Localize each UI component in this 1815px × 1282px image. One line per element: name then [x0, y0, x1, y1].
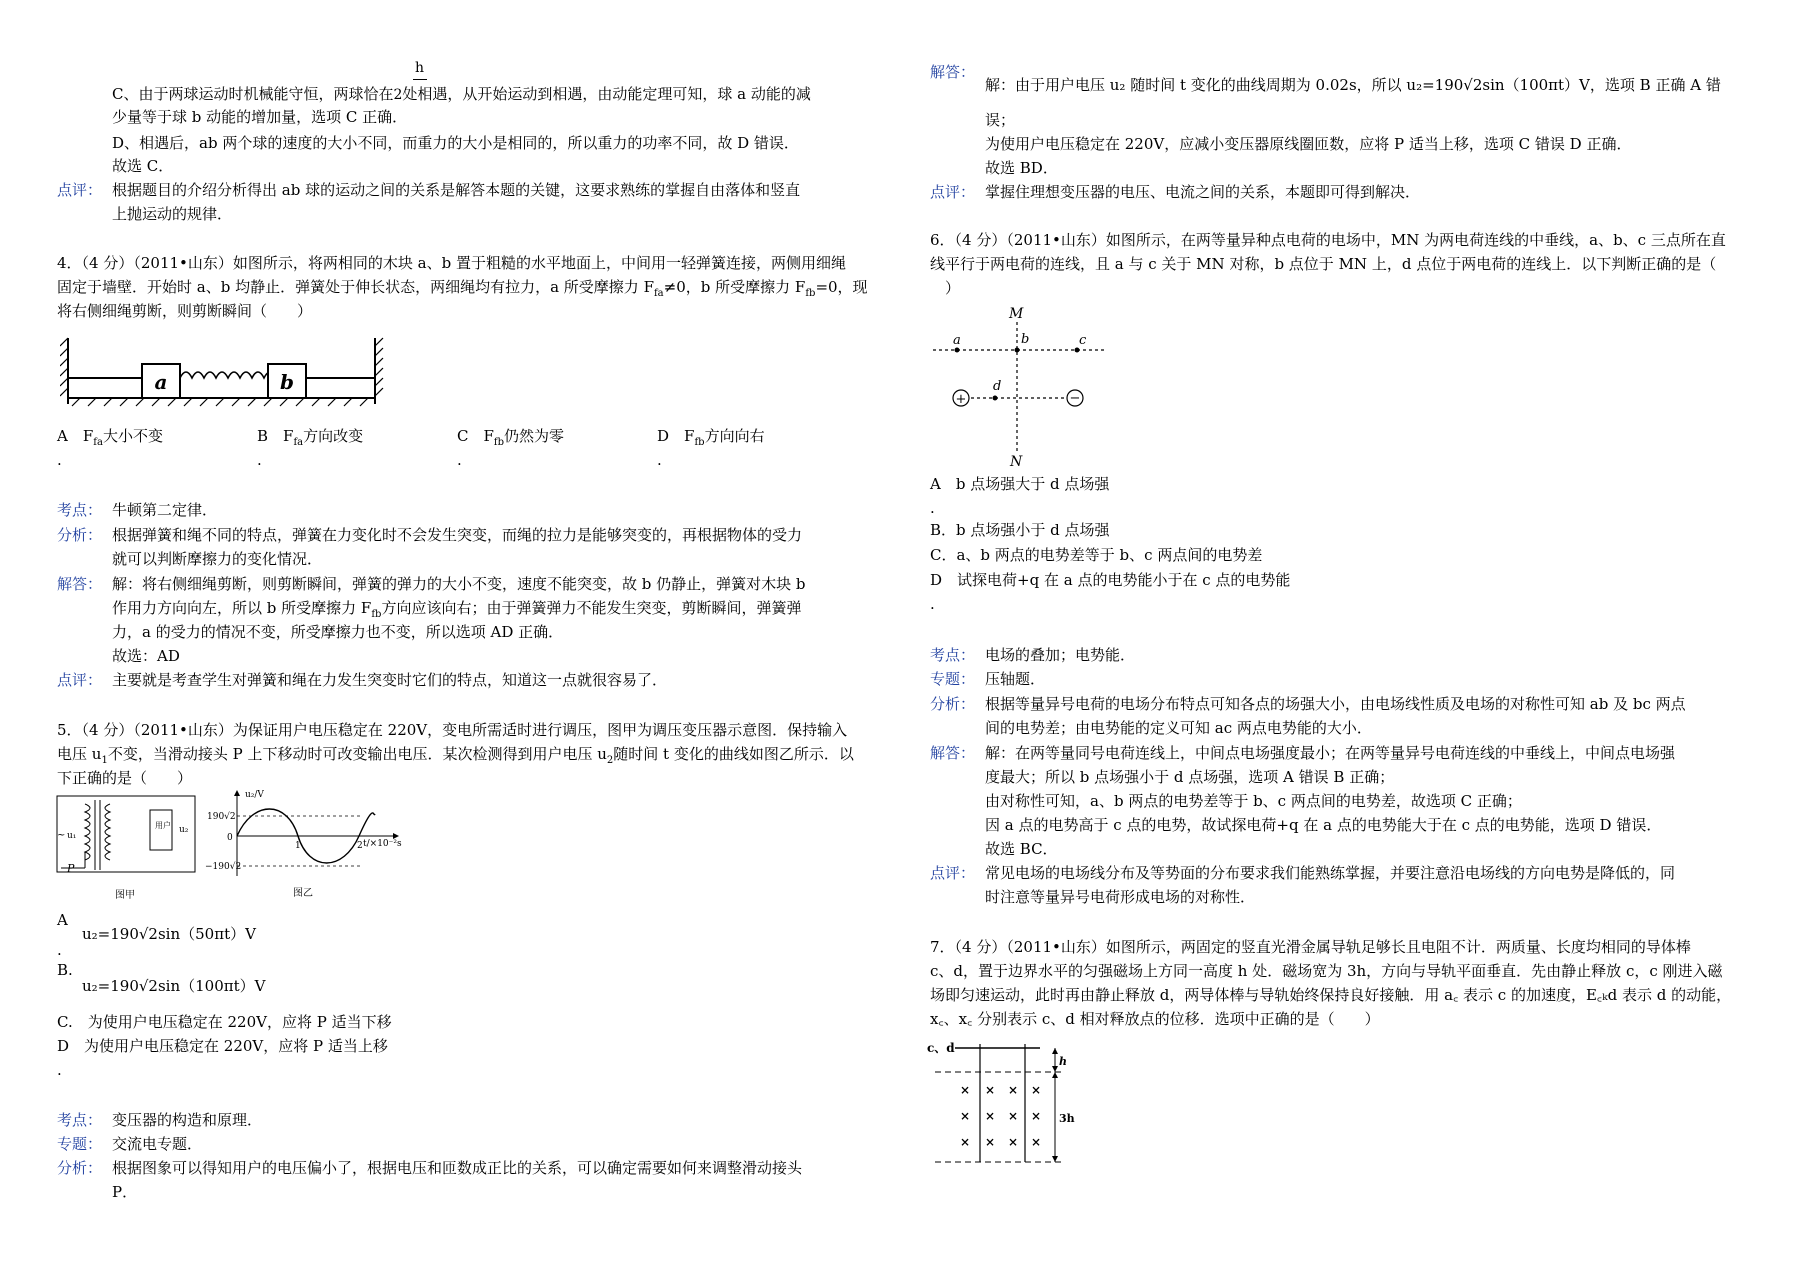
q6-charges-figure — [925, 300, 1115, 468]
q5-analysis-line1: 根据图象可以得知用户的电压偏小了，根据电压和匝数成正比的关系，可以确定需要如何来调整滑动接头 — [112, 1159, 803, 1177]
q4-solution-line1: 解：将右侧细绳剪断，则剪断瞬间，弹簧的弹力的大小不变，速度不能突变，故 b 仍静止，弹簧对木块 b — [112, 575, 806, 593]
svg-text:~: ~ — [57, 830, 66, 841]
q4-stem-line3: 将右侧细绳剪断，则剪断瞬间（ ） — [57, 302, 313, 320]
svg-text:×: × — [960, 1083, 971, 1097]
q6-comment-line2: 时注意等量异号电荷形成电场的对称性． — [985, 888, 1256, 906]
q4-option-a: A $F_{fa}$大小不变 — [57, 427, 163, 448]
label-h: h — [1059, 1055, 1067, 1068]
svg-text:×: × — [985, 1109, 996, 1123]
svg-text:1: 1 — [295, 841, 301, 851]
q6-solution-line4: 因 a 点的电势高于 c 点的电势，故试探电荷+q 在 a 点的电势能大于在 c 点的电势能，选项 D 错误． — [985, 816, 1662, 834]
q5-option-a-dot: . — [57, 941, 62, 959]
q5-solution-label: 解答： — [930, 63, 976, 81]
q5-solution-line2: 误； — [985, 111, 1016, 129]
fraction-bar — [413, 79, 427, 80]
q7-stem-line2: c、d，置于边界水平的匀强磁场上方同一高度 h 处．磁场宽为 3h，方向与导轨平面垂直．先由静止释放 c，c 刚进入磁 — [930, 962, 1723, 980]
q5-option-d-dot: . — [57, 1061, 62, 1079]
user-label: 用户 — [155, 821, 171, 830]
q6-option-d-dot: . — [930, 595, 935, 613]
q5-topic-label: 考点： — [57, 1111, 103, 1129]
svg-text:×: × — [1008, 1135, 1019, 1149]
q5-stem-line1: 5．（4 分）（2011•山东）为保证用户电压稳定在 220V，变电所需适时进行调压，图甲为调压变压器示意图．保持输入 — [57, 721, 848, 739]
q4-solution-line2: 作用力方向向左，所以 b 所受摩擦力 $F_{fb}$方向应该向右；由于弹簧弹力不能发生突变，剪断瞬间，弹簧弹 — [112, 599, 802, 620]
fraction-numerator: h — [415, 60, 425, 76]
q6-stem-line3: ） — [945, 279, 961, 297]
q5-transformer-figure — [55, 790, 200, 905]
q6-solution-line3: 由对称性可知，a、b 两点的电势差等于 b、c 两点间的电势差，故选项 C 正确； — [985, 792, 1522, 810]
q4-topic: 牛顿第二定律． — [112, 501, 218, 519]
q6-solution-line1: 解：在两等量同号电荷连线上，中间点电场强度最小；在两等量异号电荷连线的中垂线上，中间点电场强 — [985, 744, 1676, 762]
label-b: b — [1021, 332, 1030, 347]
svg-text:×: × — [985, 1135, 996, 1149]
svg-text:u₂/V: u₂/V — [245, 790, 264, 800]
label-d: d — [993, 379, 1002, 394]
q7-stem-line4: x꜀、x꜀ 分别表示 c、d 相对释放点的位移．选项中正确的是（ ） — [930, 1010, 1380, 1028]
q7-stem-line1: 7．（4 分）（2011•山东）如图所示，两固定的竖直光滑金属导轨足够长且电阻不计．两质量、长度均相同的导体棒 — [930, 938, 1691, 956]
q4-option-b: B $F_{fa}$方向改变 — [257, 427, 364, 448]
svg-text:0: 0 — [227, 833, 233, 843]
q3-option-d: D、相遇后，ab 两个球的速度的大小不同，而重力的大小是相同的，所以重力的功率不同，故 D 错误． — [112, 134, 799, 152]
q6-category: 压轴题． — [985, 670, 1046, 688]
q5-solution-line1: 解：由于用户电压 u₂ 随时间 t 变化的曲线周期为 0.02s，所以 u₂=190√2sin（100πt）V，选项 B 正确 A 错 — [985, 76, 1721, 94]
q6-solution-line5: 故选 BC． — [985, 840, 1058, 858]
q6-analysis-label: 分析： — [930, 695, 976, 713]
q5-comment-label: 点评： — [930, 183, 976, 201]
q6-stem-line2: 线平行于两电荷的连线，且 a 与 c 关于 MN 对称，b 点位于 MN 上，d 点位于两电荷的连线上．以下判断正确的是（ — [930, 255, 1717, 273]
label-n: N — [1010, 454, 1023, 468]
svg-text:×: × — [1031, 1109, 1042, 1123]
fig1-caption: 图甲 — [115, 890, 135, 901]
q4-comment-label: 点评： — [57, 671, 103, 689]
q5-option-b: u₂=190√2sin（100πt）V — [82, 977, 266, 995]
q6-analysis-line1: 根据等量异号电荷的电场分布特点可知各点的场强大小，由电场线性质及电场的对称性可知 ab 及 bc 两点 — [985, 695, 1686, 713]
q6-solution-line2: 度最大；所以 b 点场强小于 d 点场强，选项 A 错误 B 正确； — [985, 768, 1395, 786]
q6-option-c: C．a、b 两点的电势差等于 b、c 两点间的电势差 — [930, 546, 1263, 564]
q4-topic-label: 考点： — [57, 501, 103, 519]
q6-analysis-line2: 间的电势差；由电势能的定义可知 ac 两点电势能的大小． — [985, 719, 1372, 737]
svg-text:×: × — [1031, 1083, 1042, 1097]
q5-category: 交流电专题． — [112, 1135, 203, 1153]
svg-text:×: × — [1031, 1135, 1042, 1149]
svg-text:t/×10⁻²s: t/×10⁻²s — [363, 839, 402, 849]
q6-option-a-dot: . — [930, 499, 935, 517]
svg-text:×: × — [1008, 1109, 1019, 1123]
q4-analysis-line2: 就可以判断摩擦力的变化情况． — [112, 550, 323, 568]
q6-comment-label: 点评： — [930, 864, 976, 882]
svg-text:−190√2: −190√2 — [205, 862, 242, 872]
svg-text:×: × — [960, 1135, 971, 1149]
q5-analysis-label: 分析： — [57, 1159, 103, 1177]
q5-voltage-graph — [205, 788, 405, 906]
q3-option-c-line2: 少量等于球 b 动能的增加量，选项 C 正确． — [112, 108, 408, 126]
q5-analysis-line2: P． — [112, 1183, 138, 1201]
svg-text:u₂: u₂ — [179, 825, 189, 835]
q3-comment-line2: 上抛运动的规律． — [112, 205, 233, 223]
q5-topic: 变压器的构造和原理． — [112, 1111, 263, 1129]
q5-option-a: u₂=190√2sin（50πt）V — [82, 925, 256, 943]
q6-option-a: A b 点场强大于 d 点场强 — [930, 475, 1110, 493]
svg-text:P: P — [67, 862, 75, 875]
q5-comment: 掌握住理想变压器的电压、电流之间的关系，本题即可得到解决． — [985, 183, 1421, 201]
q5-stem-line2: 电压 $u_1$不变，当滑动接头 P 上下移动时可改变输出电压．某次检测得到用户电压 $u_2$随时间 t 变化的曲线如图乙所示．以 — [57, 745, 854, 766]
svg-text:2: 2 — [357, 841, 363, 851]
svg-text:u₁: u₁ — [67, 831, 77, 841]
q4-stem-line1: 4．（4 分）（2011•山东）如图所示，将两相同的木块 a、b 置于粗糙的水平地面上，中间用一轻弹簧连接，两侧用细绳 — [57, 254, 846, 272]
q5-option-b-letter: B. — [57, 961, 73, 979]
fig2-caption: 图乙 — [293, 888, 313, 899]
q4-analysis-label: 分析： — [57, 526, 103, 544]
q6-option-b: B．b 点场强小于 d 点场强 — [930, 521, 1110, 539]
q4-solution-line3: 力，a 的受力的情况不变，所受摩擦力也不变，所以选项 AD 正确． — [112, 623, 564, 641]
q4-solution-label: 解答： — [57, 575, 103, 593]
svg-text:×: × — [960, 1109, 971, 1123]
q4-option-c-dot: . — [457, 451, 462, 469]
label-3h: 3h — [1059, 1112, 1075, 1125]
q4-option-c: C $F_{fb}$仍然为零 — [457, 427, 565, 448]
svg-text:−: − — [1069, 391, 1081, 406]
q5-solution-line4: 故选 BD． — [985, 159, 1058, 177]
q7-stem-line3: 场即匀速运动，此时再由静止释放 d，两导体棒与导轨始终保持良好接触．用 a꜀ 表示 c 的加速度，E꜀ₖd 表示 d 的动能， — [930, 986, 1732, 1004]
q5-solution-line3: 为使用户电压稳定在 220V，应减小变压器原线圈匝数，应将 P 适当上移，选项 C 错误 D 正确． — [985, 135, 1632, 153]
q4-comment: 主要就是考查学生对弹簧和绳在力发生突变时它们的特点，知道这一点就很容易了． — [112, 671, 668, 689]
q4-option-d: D $F_{fb}$方向向右 — [657, 427, 765, 448]
q4-stem-line2: 固定于墙壁．开始时 a、b 均静止．弹簧处于伸长状态，两细绳均有拉力，a 所受摩擦力 $F_{fa}\ne 0$，b 所受摩擦力 $F_{fb}=0$，现 — [57, 278, 868, 299]
q5-option-c: C. 为使用户电压稳定在 220V，应将 P 适当下移 — [57, 1013, 392, 1031]
q6-option-d: D 试探电荷+q 在 a 点的电势能小于在 c 点的电势能 — [930, 571, 1291, 589]
q6-topic-label: 考点： — [930, 646, 976, 664]
q6-solution-label: 解答： — [930, 744, 976, 762]
q4-analysis-line1: 根据弹簧和绳不同的特点，弹簧在力变化时不会发生突变，而绳的拉力是能够突变的，再根据物体的受力 — [112, 526, 803, 544]
svg-text:×: × — [1008, 1083, 1019, 1097]
q4-spring-blocks-figure — [60, 336, 385, 410]
label-c: c — [1079, 333, 1087, 348]
q5-category-label: 专题： — [57, 1135, 103, 1153]
q6-stem-line1: 6．（4 分）（2011•山东）如图所示，在两等量异种点电荷的电场中，MN 为两电荷连线的中垂线，a、b、c 三点所在直 — [930, 231, 1726, 249]
q4-option-a-dot: . — [57, 451, 62, 469]
svg-text:+: + — [955, 392, 967, 407]
label-m: M — [1009, 306, 1024, 322]
q6-category-label: 专题： — [930, 670, 976, 688]
label-a: a — [953, 333, 961, 348]
q6-topic: 电场的叠加；电势能． — [985, 646, 1136, 664]
block-b-label: b — [280, 370, 294, 394]
label-cd: c、d — [927, 1041, 955, 1055]
q7-magnetic-field-figure — [925, 1032, 1100, 1172]
q6-comment-line1: 常见电场的电场线分布及等势面的分布要求我们能熟练掌握，并要注意沿电场线的方向电势是降低的，同 — [985, 864, 1676, 882]
q5-stem-line3: 下正确的是（ ） — [57, 769, 193, 787]
q4-option-d-dot: . — [657, 451, 662, 469]
svg-text:×: × — [985, 1083, 996, 1097]
q3-comment-label: 点评： — [57, 181, 103, 199]
q5-option-d: D 为使用户电压稳定在 220V，应将 P 适当上移 — [57, 1037, 388, 1055]
q4-option-b-dot: . — [257, 451, 262, 469]
q3-answer: 故选 C． — [112, 157, 174, 175]
block-a-label: a — [154, 370, 168, 394]
q3-comment-line1: 根据题目的介绍分析得出 ab 球的运动之间的关系是解答本题的关键，这要求熟练的掌握自由落体和竖直 — [112, 181, 801, 199]
q5-option-a-letter: A — [57, 911, 68, 929]
svg-text:190√2: 190√2 — [207, 812, 236, 822]
q4-solution-line4: 故选：AD — [112, 647, 180, 665]
q3-option-c-line1: C、由于两球运动时机械能守恒，两球恰在2处相遇，从开始运动到相遇，由动能定理可知，球 a 动能的减 — [112, 85, 811, 103]
